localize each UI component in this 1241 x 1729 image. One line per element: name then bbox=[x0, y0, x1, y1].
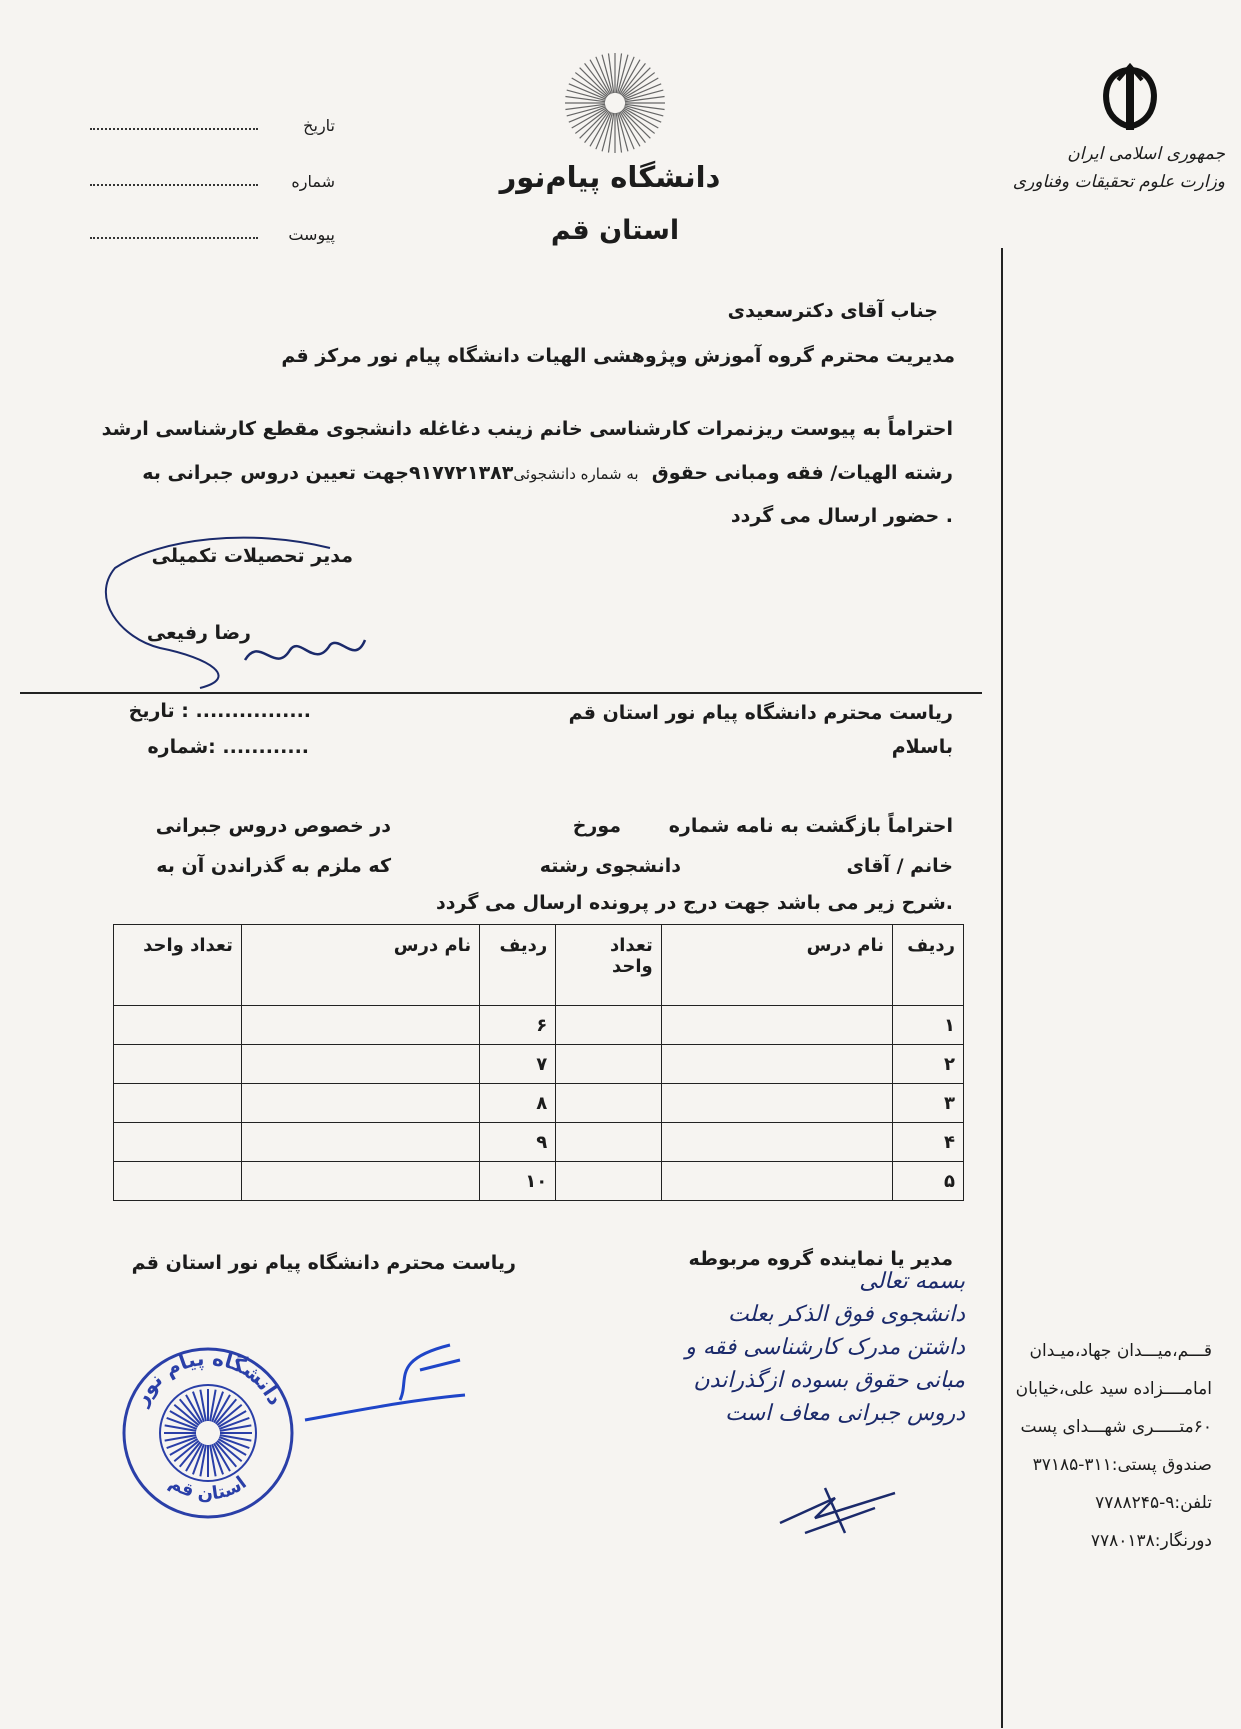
table-row bbox=[114, 1006, 964, 1045]
units-cell bbox=[556, 1162, 661, 1201]
attachment-field: پیوست bbox=[90, 225, 335, 253]
reply-line3: شرح زیر می باشد جهت درج در پرونده ارسال می گردد. bbox=[436, 892, 953, 914]
iran-emblem-icon bbox=[1080, 60, 1180, 140]
row-no: ۷ bbox=[480, 1045, 556, 1084]
units-cell bbox=[556, 1006, 661, 1045]
president-label: ریاست محترم دانشگاه پیام نور استان قم bbox=[131, 1252, 516, 1274]
header-row-no-2: ردیف bbox=[480, 925, 556, 1006]
reply-line1-c: در خصوص دروس جبرانی bbox=[155, 815, 391, 837]
reply-line2-c: که ملزم به گذراندن آن به bbox=[156, 855, 391, 877]
handwritten-approval: بسمه تعالی دانشجوی فوق الذکر بعلت داشتن مدرک کارشناسی فقه و مبانی حقوق بسوده ازگذراندن دروس جبرانی معاف است bbox=[685, 1269, 965, 1426]
row-no: ۹ bbox=[480, 1123, 556, 1162]
addressee-role: مدیریت محترم گروه آموزش وپژوهشی الهیات دانشگاه پیام نور مرکز قم bbox=[281, 345, 955, 367]
units-cell bbox=[556, 1084, 661, 1123]
table-header-row bbox=[114, 925, 964, 1006]
addressee: جناب آقای دکترسعیدی bbox=[727, 300, 938, 322]
reply-line1-a: احتراماً بازگشت به نامه شماره bbox=[668, 815, 953, 837]
courses-table bbox=[113, 924, 964, 1201]
dept-signature bbox=[775, 1478, 905, 1538]
row-no: ۲ bbox=[893, 1045, 964, 1084]
reply-line2-b: دانشجوی رشته bbox=[539, 855, 681, 877]
table-row bbox=[114, 1045, 964, 1084]
number-field: شماره bbox=[90, 172, 335, 200]
table-row bbox=[114, 1123, 964, 1162]
reply-date: تاریخ : ................ bbox=[128, 700, 311, 722]
row-no: ۶ bbox=[480, 1006, 556, 1045]
course-name-cell bbox=[661, 1162, 892, 1201]
signer-title: مدیر تحصیلات تکمیلی bbox=[151, 545, 353, 567]
section-divider bbox=[20, 692, 982, 694]
sender-address: قـــم،میـــدان جهاد،میـدان امامــــزاده سید علی،خیابان ۶۰متـــــری شهـــدای پست صندوق پستی:۳۱۱-۳۷۱۸۵ تلفن:۹-۷۷۸۸۲۴۵ دورنگار:۷۷۸۰۱۳۸ bbox=[1015, 1341, 1212, 1551]
units-cell bbox=[114, 1123, 242, 1162]
president-signature bbox=[300, 1340, 470, 1430]
letter-body-line3: حضور ارسال می گردد . bbox=[730, 505, 953, 527]
course-name-cell bbox=[241, 1045, 479, 1084]
table-row bbox=[114, 1162, 964, 1201]
table-row bbox=[114, 1084, 964, 1123]
units-cell bbox=[556, 1045, 661, 1084]
reply-line1-b: مورخ bbox=[572, 815, 621, 837]
row-no: ۱ bbox=[893, 1006, 964, 1045]
signer-name: رضا رفیعی bbox=[146, 622, 251, 644]
units-cell bbox=[556, 1123, 661, 1162]
header-course-name: نام درس bbox=[661, 925, 892, 1006]
letter-body-line2: رشته الهیات/ فقه ومبانی حقوق به شماره دانشجوئی۹۱۷۷۲۱۳۸۳جهت تعیین دروس جبرانی به bbox=[142, 462, 953, 484]
course-name-cell bbox=[661, 1084, 892, 1123]
units-cell bbox=[114, 1045, 242, 1084]
row-no: ۴ bbox=[893, 1123, 964, 1162]
university-stamp bbox=[118, 1343, 298, 1523]
course-name-cell bbox=[241, 1006, 479, 1045]
date-field: تاریخ bbox=[90, 116, 335, 144]
course-name-cell bbox=[241, 1162, 479, 1201]
letter-body-line1: احتراماً به پیوست ریزنمرات کارشناسی خانم زینب دغاغله دانشجوی مقطع کارشناسی ارشد bbox=[101, 418, 953, 440]
reply-number: شماره: ............ bbox=[147, 736, 309, 758]
reply-greeting: باسلام bbox=[891, 736, 953, 758]
course-name-cell bbox=[241, 1084, 479, 1123]
units-cell bbox=[114, 1162, 242, 1201]
header-units: تعداد واحد bbox=[556, 925, 661, 1006]
stamp-bottom-text: استان قم bbox=[165, 1472, 251, 1505]
row-no: ۳ bbox=[893, 1084, 964, 1123]
header-units-2: تعداد واحد bbox=[114, 925, 242, 1006]
reply-addressee: ریاست محترم دانشگاه پیام نور استان قم bbox=[568, 702, 953, 724]
province-name: استان قم bbox=[550, 215, 680, 246]
units-cell bbox=[114, 1006, 242, 1045]
dept-head-label: مدیر یا نماینده گروه مربوطه bbox=[688, 1248, 953, 1270]
university-name: دانشگاه پیام‌نور bbox=[499, 160, 721, 194]
signature-scribble bbox=[240, 630, 370, 680]
course-name-cell bbox=[241, 1123, 479, 1162]
stamp-top-text: دانشگاه پیام نور bbox=[128, 1345, 288, 1409]
header-course-name-2: نام درس bbox=[241, 925, 479, 1006]
payame-noor-logo-icon bbox=[560, 48, 670, 158]
row-no: ۱۰ bbox=[480, 1162, 556, 1201]
header-row-no: ردیف bbox=[893, 925, 964, 1006]
course-name-cell bbox=[661, 1045, 892, 1084]
row-no: ۸ bbox=[480, 1084, 556, 1123]
row-no: ۵ bbox=[893, 1162, 964, 1201]
reply-line2-a: خانم / آقای bbox=[846, 855, 953, 877]
course-name-cell bbox=[661, 1006, 892, 1045]
course-name-cell bbox=[661, 1123, 892, 1162]
units-cell bbox=[114, 1084, 242, 1123]
ministry-name: جمهوری اسلامی ایران وزارت علوم تحقیقات وفناوری bbox=[1012, 144, 1225, 192]
